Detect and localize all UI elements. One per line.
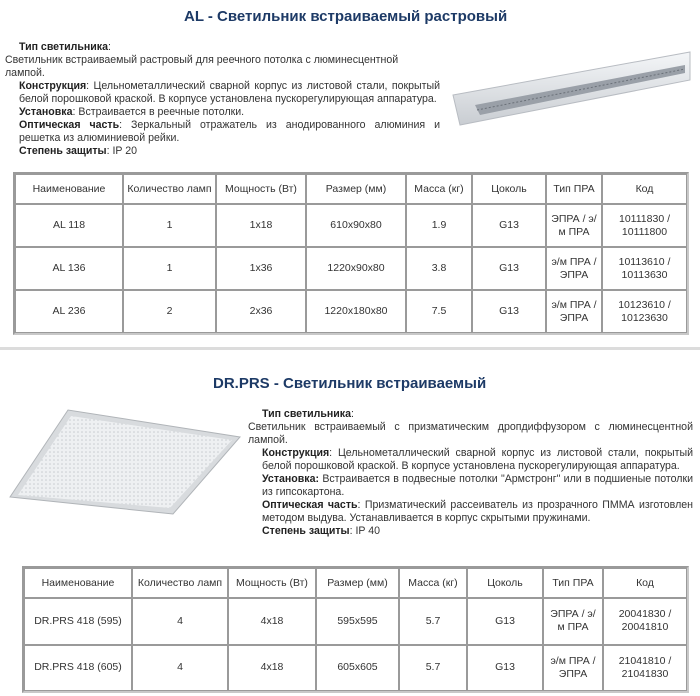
cell-name: AL 136: [15, 247, 123, 290]
header-socket: Цоколь: [472, 174, 546, 204]
al-spec-table: [13, 172, 689, 335]
cell-power: 4x18: [228, 645, 316, 692]
section-title-al: AL - Светильник встраиваемый растровый: [184, 8, 508, 25]
section-divider: [0, 347, 700, 350]
cell-lamps: 1: [123, 247, 216, 290]
text: Встраивается в реечные потолки.: [78, 106, 245, 118]
header-mass: Масса (кг): [406, 174, 472, 204]
text: Зеркальный отражатель из анодированного алюминия и решетка из алюминиевой рейки.: [19, 119, 440, 144]
label: Установка:: [262, 473, 319, 485]
label: Установка: [19, 106, 73, 118]
text: Цельнометаллический сварной корпус из листовой стали, покрытый белой порошковой краской. В корпусе установлена пускорегулирующая аппаратура.: [262, 447, 693, 472]
table-row: [15, 204, 687, 247]
cell-name: DR.PRS 418 (595): [24, 598, 132, 645]
label: Степень защиты: [262, 525, 350, 537]
cell-ballast: ЭПРА / э/м ПРА: [546, 204, 602, 247]
cell-lamps: 1: [123, 204, 216, 247]
header-ballast: Тип ПРА: [546, 174, 602, 204]
cell-ballast: э/м ПРА / ЭПРА: [546, 247, 602, 290]
text: Встраивается в подвесные потолки "Армстронг" или в подшиеные потолки из гипсокартона.: [262, 473, 693, 498]
text: Призматический рассеиватель из прозрачного ПММА изготовлен методом выдува. Устанавливается в корпус скрытыми пружинами.: [262, 499, 693, 524]
table-row: [24, 598, 687, 645]
cell-lamps: 2: [123, 290, 216, 333]
drprs-panel-image: [8, 402, 243, 517]
text: IP 20: [112, 145, 138, 157]
label: Конструкция: [262, 447, 330, 459]
header-name: Наименование: [15, 174, 123, 204]
label: Тип светильника: [19, 41, 108, 53]
label: Оптическая часть: [262, 499, 358, 511]
header-lamps: Количество ламп: [123, 174, 216, 204]
cell-socket: G13: [472, 247, 546, 290]
table-row: [15, 290, 687, 333]
cell-size: 610x90x80: [306, 204, 406, 247]
cell-socket: G13: [467, 598, 543, 645]
header-socket: Цоколь: [467, 568, 543, 598]
cell-lamps: 4: [132, 598, 228, 645]
cell-code: 10113610 / 10113630: [602, 247, 687, 290]
header-mass: Масса (кг): [399, 568, 467, 598]
cell-code: 20041830 / 20041810: [603, 598, 687, 645]
header-power: Мощность (Вт): [228, 568, 316, 598]
al-description: Тип светильника: Светильник встраиваемый растровый для реечного потолка с люминесцентной лампой. Конструкция: Цельнометаллический сварной корпус из листовой стали, покрытый белой порошковой краской. В корпусе установлена пускорегулирующая аппаратура. Установка: Встраивается в реечные потолки. Оптическая часть: Зеркальный отражатель из анодированного алюминия и решетка из алюминиевой рейки. Степень защиты: IP 20: [5, 41, 440, 157]
cell-mass: 3.8: [406, 247, 472, 290]
cell-ballast: э/м ПРА / ЭПРА: [543, 645, 603, 692]
text: IP 40: [355, 525, 381, 537]
header-code: Код: [602, 174, 687, 204]
al-luminaire-image: [445, 40, 695, 130]
header-ballast: Тип ПРА: [543, 568, 603, 598]
cell-code: 10123610 / 10123630: [602, 290, 687, 333]
cell-mass: 1.9: [406, 204, 472, 247]
cell-name: AL 236: [15, 290, 123, 333]
cell-size: 605x605: [316, 645, 399, 692]
cell-mass: 7.5: [406, 290, 472, 333]
drprs-spec-table: [22, 566, 689, 693]
cell-code: 10111830 / 10111800: [602, 204, 687, 247]
cell-size: 1220x180x80: [306, 290, 406, 333]
cell-socket: G13: [472, 290, 546, 333]
text: Светильник встраиваемый с призматическим дропдиффузором с люминесцентной лампой.: [248, 421, 693, 446]
cell-size: 595x595: [316, 598, 399, 645]
label: Степень защиты: [19, 145, 107, 157]
label: Оптическая часть: [19, 119, 120, 131]
cell-socket: G13: [472, 204, 546, 247]
table-row: [24, 645, 687, 692]
cell-code: 21041810 / 21041830: [603, 645, 687, 692]
cell-mass: 5.7: [399, 598, 467, 645]
cell-lamps: 4: [132, 645, 228, 692]
header-size: Размер (мм): [306, 174, 406, 204]
cell-power: 4x18: [228, 598, 316, 645]
cell-size: 1220x90x80: [306, 247, 406, 290]
cell-power: 1x36: [216, 247, 306, 290]
header-power: Мощность (Вт): [216, 174, 306, 204]
table-row: [15, 247, 687, 290]
text: Цельнометаллический сварной корпус из листовой стали, покрытый белой порошковой краской. В корпусе установлена пускорегулирующая аппаратура.: [19, 80, 440, 105]
cell-socket: G13: [467, 645, 543, 692]
cell-power: 2x36: [216, 290, 306, 333]
label: Тип светильника: [262, 408, 351, 420]
header-size: Размер (мм): [316, 568, 399, 598]
cell-ballast: ЭПРА / э/м ПРА: [543, 598, 603, 645]
header-code: Код: [603, 568, 687, 598]
label: Конструкция: [19, 80, 87, 92]
header-name: Наименование: [24, 568, 132, 598]
text: Светильник встраиваемый растровый для реечного потолка с люминесцентной лампой.: [5, 54, 399, 79]
cell-name: AL 118: [15, 204, 123, 247]
cell-name: DR.PRS 418 (605): [24, 645, 132, 692]
cell-mass: 5.7: [399, 645, 467, 692]
drprs-description: Тип светильника: Светильник встраиваемый с призматическим дропдиффузором с люминесцентной лампой. Конструкция: Цельнометаллический сварной корпус из листовой стали, покрытый белой порошковой краской. В корпусе установлена пускорегулирующая аппаратура. Установка: Встраивается в подвесные потолки "Армстронг" или в подшиеные потолки из гипсокартона. Оптическая часть: Призматический рассеиватель из прозрачного ПММА изготовлен методом выдува. Устанавливается в корпус скрытыми пружинами. Степень защиты: IP 40: [248, 408, 693, 537]
cell-ballast: э/м ПРА / ЭПРА: [546, 290, 602, 333]
section-title-drprs: DR.PRS - Светильник встраиваемый: [213, 375, 487, 392]
header-lamps: Количество ламп: [132, 568, 228, 598]
cell-power: 1x18: [216, 204, 306, 247]
